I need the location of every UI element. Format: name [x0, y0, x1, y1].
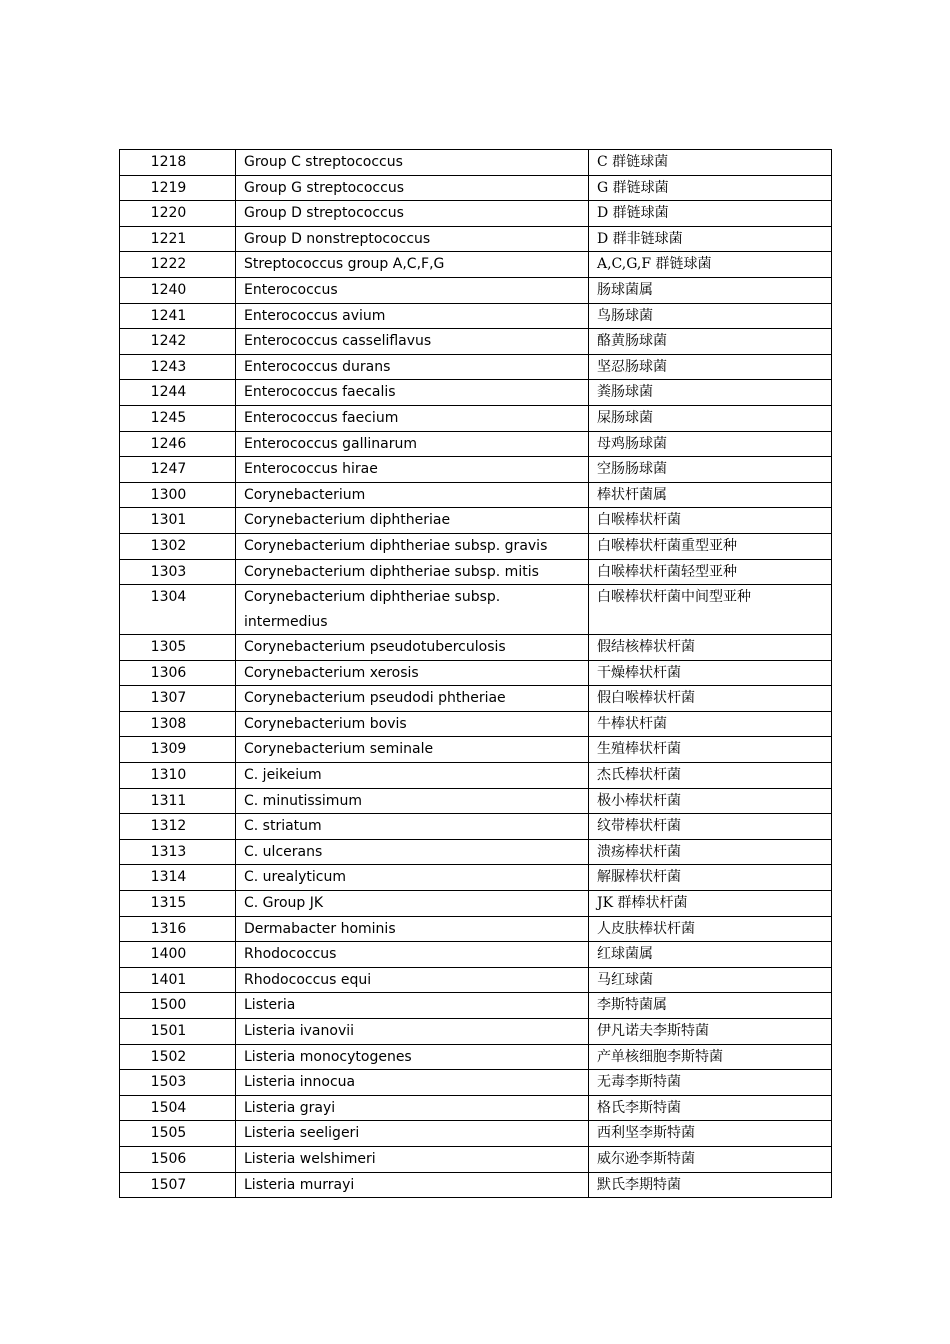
- scientific-name-cell: Listeria: [236, 993, 589, 1019]
- scientific-name-cell: Enterococcus durans: [236, 354, 589, 380]
- table-row: [120, 303, 832, 329]
- scientific-name-cell: Listeria welshimeri: [236, 1146, 589, 1172]
- scientific-name-cell: Streptococcus group A,C,F,G: [236, 252, 589, 278]
- scientific-name-cell: Corynebacterium xerosis: [236, 660, 589, 686]
- table-row: [120, 916, 832, 942]
- table-row: [120, 252, 832, 278]
- scientific-name-cell: C. Group JK: [236, 891, 589, 917]
- chinese-name-cell: 西利坚李斯特菌: [589, 1121, 832, 1147]
- table-row: [120, 763, 832, 789]
- table-row: [120, 942, 832, 968]
- code-cell: 1221: [120, 226, 236, 252]
- code-cell: 1309: [120, 737, 236, 763]
- code-cell: 1241: [120, 303, 236, 329]
- table-row: [120, 431, 832, 457]
- chinese-name-cell: 极小棒状杆菌: [589, 788, 832, 814]
- code-cell: 1302: [120, 533, 236, 559]
- code-cell: 1300: [120, 482, 236, 508]
- code-cell: 1506: [120, 1146, 236, 1172]
- table-body: [120, 150, 832, 1198]
- code-cell: 1505: [120, 1121, 236, 1147]
- scientific-name-cell: Listeria ivanovii: [236, 1019, 589, 1045]
- code-cell: 1504: [120, 1095, 236, 1121]
- code-cell: 1400: [120, 942, 236, 968]
- scientific-name-cell: Enterococcus faecium: [236, 405, 589, 431]
- chinese-name-cell: 空肠肠球菌: [589, 457, 832, 483]
- table-row: [120, 533, 832, 559]
- table-row: [120, 1019, 832, 1045]
- table-row: [120, 354, 832, 380]
- chinese-name-cell: 坚忍肠球菌: [589, 354, 832, 380]
- table-row: [120, 967, 832, 993]
- code-cell: 1500: [120, 993, 236, 1019]
- table-row: [120, 839, 832, 865]
- code-cell: 1245: [120, 405, 236, 431]
- code-cell: 1240: [120, 277, 236, 303]
- table-row: [120, 1095, 832, 1121]
- scientific-name-cell: Corynebacterium pseudodi phtheriae: [236, 686, 589, 712]
- table-row: [120, 482, 832, 508]
- scientific-name-cell: C. jeikeium: [236, 763, 589, 789]
- chinese-name-cell: 屎肠球菌: [589, 405, 832, 431]
- scientific-name-cell: Rhodococcus equi: [236, 967, 589, 993]
- chinese-name-cell: 默氏李期特菌: [589, 1172, 832, 1198]
- table-row: [120, 559, 832, 585]
- scientific-name-cell: C. ulcerans: [236, 839, 589, 865]
- table-row: [120, 660, 832, 686]
- chinese-name-cell: 鸟肠球菌: [589, 303, 832, 329]
- chinese-name-cell: 人皮肤棒状杆菌: [589, 916, 832, 942]
- table-row: [120, 686, 832, 712]
- chinese-name-cell: 酪黄肠球菌: [589, 329, 832, 355]
- chinese-name-cell: 肠球菌属: [589, 277, 832, 303]
- chinese-name-cell: 纹带棒状杆菌: [589, 814, 832, 840]
- code-cell: 1242: [120, 329, 236, 355]
- chinese-name-cell: 杰氏棒状杆菌: [589, 763, 832, 789]
- chinese-name-cell: 白喉棒状杆菌中间型亚种: [589, 585, 832, 635]
- code-cell: 1308: [120, 711, 236, 737]
- table-row: [120, 277, 832, 303]
- chinese-name-cell: G 群链球菌: [589, 175, 832, 201]
- code-cell: 1401: [120, 967, 236, 993]
- table-row: [120, 891, 832, 917]
- code-cell: 1313: [120, 839, 236, 865]
- chinese-name-cell: 红球菌属: [589, 942, 832, 968]
- table-row: [120, 1070, 832, 1096]
- code-cell: 1220: [120, 201, 236, 227]
- scientific-name-cell: Enterococcus casseliflavus: [236, 329, 589, 355]
- chinese-name-cell: 解脲棒状杆菌: [589, 865, 832, 891]
- chinese-name-cell: 产单核细胞李斯特菌: [589, 1044, 832, 1070]
- code-cell: 1247: [120, 457, 236, 483]
- chinese-name-cell: A,C,G,F 群链球菌: [589, 252, 832, 278]
- table-row: [120, 457, 832, 483]
- code-cell: 1501: [120, 1019, 236, 1045]
- chinese-name-cell: C 群链球菌: [589, 150, 832, 176]
- table-row: [120, 993, 832, 1019]
- code-cell: 1311: [120, 788, 236, 814]
- table-row: [120, 329, 832, 355]
- table-row: [120, 737, 832, 763]
- chinese-name-cell: 母鸡肠球菌: [589, 431, 832, 457]
- scientific-name-cell: Listeria innocua: [236, 1070, 589, 1096]
- code-cell: 1312: [120, 814, 236, 840]
- table-row: [120, 175, 832, 201]
- table-row: [120, 814, 832, 840]
- scientific-name-cell: Corynebacterium pseudotuberculosis: [236, 635, 589, 661]
- chinese-name-cell: 无毒李斯特菌: [589, 1070, 832, 1096]
- code-cell: 1507: [120, 1172, 236, 1198]
- table-row: [120, 1121, 832, 1147]
- code-cell: 1305: [120, 635, 236, 661]
- chinese-name-cell: 假结核棒状杆菌: [589, 635, 832, 661]
- code-cell: 1218: [120, 150, 236, 176]
- scientific-name-cell: Enterococcus hirae: [236, 457, 589, 483]
- chinese-name-cell: 干燥棒状杆菌: [589, 660, 832, 686]
- code-cell: 1244: [120, 380, 236, 406]
- scientific-name-cell: Corynebacterium diphtheriae subsp. intermedius: [236, 585, 589, 635]
- table-row: [120, 711, 832, 737]
- table-row: [120, 788, 832, 814]
- table-row: [120, 226, 832, 252]
- scientific-name-cell: Enterococcus faecalis: [236, 380, 589, 406]
- scientific-name-cell: Corynebacterium seminale: [236, 737, 589, 763]
- chinese-name-cell: 威尔逊李斯特菌: [589, 1146, 832, 1172]
- scientific-name-cell: Corynebacterium diphtheriae subsp. mitis: [236, 559, 589, 585]
- scientific-name-cell: Corynebacterium: [236, 482, 589, 508]
- scientific-name-cell: Group G streptococcus: [236, 175, 589, 201]
- chinese-name-cell: 白喉棒状杆菌重型亚种: [589, 533, 832, 559]
- table-row: [120, 405, 832, 431]
- chinese-name-cell: JK 群棒状杆菌: [589, 891, 832, 917]
- table-row: [120, 1044, 832, 1070]
- chinese-name-cell: 白喉棒状杆菌: [589, 508, 832, 534]
- code-cell: 1304: [120, 585, 236, 635]
- code-cell: 1502: [120, 1044, 236, 1070]
- scientific-name-cell: Listeria grayi: [236, 1095, 589, 1121]
- chinese-name-cell: 粪肠球菌: [589, 380, 832, 406]
- chinese-name-cell: D 群非链球菌: [589, 226, 832, 252]
- chinese-name-cell: 马红球菌: [589, 967, 832, 993]
- code-cell: 1503: [120, 1070, 236, 1096]
- code-cell: 1301: [120, 508, 236, 534]
- scientific-name-cell: Enterococcus gallinarum: [236, 431, 589, 457]
- scientific-name-cell: C. urealyticum: [236, 865, 589, 891]
- code-cell: 1316: [120, 916, 236, 942]
- code-cell: 1303: [120, 559, 236, 585]
- code-cell: 1310: [120, 763, 236, 789]
- chinese-name-cell: D 群链球菌: [589, 201, 832, 227]
- table-row: [120, 1172, 832, 1198]
- code-cell: 1314: [120, 865, 236, 891]
- scientific-name-cell: C. minutissimum: [236, 788, 589, 814]
- scientific-name-cell: Group D nonstreptococcus: [236, 226, 589, 252]
- code-cell: 1315: [120, 891, 236, 917]
- code-cell: 1243: [120, 354, 236, 380]
- chinese-name-cell: 白喉棒状杆菌轻型亚种: [589, 559, 832, 585]
- chinese-name-cell: 生殖棒状杆菌: [589, 737, 832, 763]
- code-cell: 1246: [120, 431, 236, 457]
- scientific-name-cell: Enterococcus: [236, 277, 589, 303]
- scientific-name-cell: Dermabacter hominis: [236, 916, 589, 942]
- scientific-name-cell: Rhodococcus: [236, 942, 589, 968]
- chinese-name-cell: 棒状杆菌属: [589, 482, 832, 508]
- table-row: [120, 1146, 832, 1172]
- table-row: [120, 865, 832, 891]
- table-row: [120, 635, 832, 661]
- chinese-name-cell: 溃疡棒状杆菌: [589, 839, 832, 865]
- scientific-name-cell: Enterococcus avium: [236, 303, 589, 329]
- scientific-name-cell: Listeria seeligeri: [236, 1121, 589, 1147]
- scientific-name-cell: Listeria monocytogenes: [236, 1044, 589, 1070]
- chinese-name-cell: 牛棒状杆菌: [589, 711, 832, 737]
- species-table: [119, 149, 832, 1198]
- table-row: [120, 201, 832, 227]
- table-row: [120, 150, 832, 176]
- scientific-name-cell: Corynebacterium diphtheriae: [236, 508, 589, 534]
- table-row: [120, 380, 832, 406]
- chinese-name-cell: 格氏李斯特菌: [589, 1095, 832, 1121]
- code-cell: 1219: [120, 175, 236, 201]
- code-cell: 1306: [120, 660, 236, 686]
- scientific-name-cell: Group C streptococcus: [236, 150, 589, 176]
- scientific-name-cell: C. striatum: [236, 814, 589, 840]
- table-row: [120, 508, 832, 534]
- scientific-name-cell: Listeria murrayi: [236, 1172, 589, 1198]
- table-row: [120, 585, 832, 635]
- code-cell: 1222: [120, 252, 236, 278]
- chinese-name-cell: 伊凡诺夫李斯特菌: [589, 1019, 832, 1045]
- code-cell: 1307: [120, 686, 236, 712]
- scientific-name-cell: Group D streptococcus: [236, 201, 589, 227]
- chinese-name-cell: 李斯特菌属: [589, 993, 832, 1019]
- chinese-name-cell: 假白喉棒状杆菌: [589, 686, 832, 712]
- scientific-name-cell: Corynebacterium bovis: [236, 711, 589, 737]
- scientific-name-cell: Corynebacterium diphtheriae subsp. gravis: [236, 533, 589, 559]
